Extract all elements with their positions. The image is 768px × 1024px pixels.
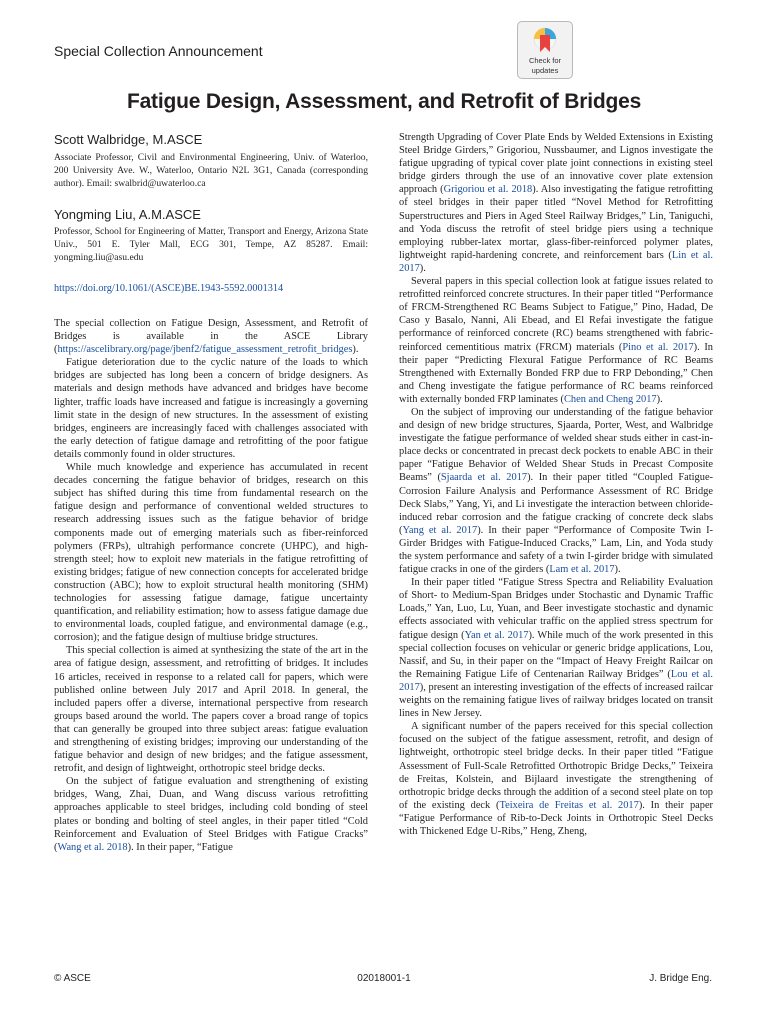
crossmark-badge[interactable] (517, 21, 573, 79)
citation-link[interactable]: Yan et al. 2017 (464, 629, 529, 641)
paragraph (54, 317, 368, 356)
text-run: The special collection on Fatigue Design, Assessment, and Retrofit of Bridges is available in the ASCE Library ( (54, 318, 368, 356)
doi-link[interactable]: https://doi.org/10.1061/(ASCE)BE.1943-5592.0001314 (54, 283, 284, 294)
author-affiliation-1: Associate Professor, Civil and Environmental Engineering, Univ. of Waterloo, 200 University Ave. W., Waterloo, Ontario N2L 3G1, Canada (corresponding author). Email: swalbrid@uwaterloo.ca (54, 152, 368, 189)
citation-link[interactable]: Grigoriou et al. 2018 (443, 184, 533, 196)
section-header: Special Collection Announcement (54, 43, 263, 59)
paragraph (399, 576, 713, 720)
citation-link[interactable]: Chen and Cheng 2017 (563, 393, 657, 405)
author-name-1: Scott Walbridge, M.ASCE (54, 132, 203, 147)
crossmark-label-2: updates (531, 66, 559, 75)
paragraph (399, 131, 713, 275)
text-run: ). (656, 393, 663, 405)
text-run: In their paper titled “Fatigue Stress Spectra and Reliability Evaluation of Short- to Medium-Span Bridges under Stochastic and Dynamic Traffic Loads,” Yan, Luo, Lu, Yuan, and Beer investigate stochastic and dynamic effects associated with vehicular traffic on the applied stress spectrum for fatigue design ( (399, 577, 713, 641)
citation-link[interactable]: Lam et al. 2017 (549, 564, 615, 576)
paragraph (54, 775, 368, 854)
author-name-2: Yongming Liu, A.M.ASCE (54, 207, 201, 222)
text-run: On the subject of fatigue evaluation and strengthening of existing bridges, Wang, Zhai, Duan, and Wang discuss various retrofitting approaches applicable to steel bridges, including cold bonding of steel plates or bonding and bolting of steel angles, in their paper titled “Cold Reinforcement and Evaluation of Steel Bridges with Fatigue Cracks” ( (54, 776, 368, 853)
citation-link[interactable]: Teixeira de Freitas et al. 2017 (499, 799, 639, 811)
paragraph (399, 406, 713, 576)
footer-journal: J. Bridge Eng. (649, 973, 712, 984)
text-run: Several papers in this special collection look at fatigue issues related to retrofitted reinforced concrete structures. In their paper titled “Performance of FRCM-Strengthened RC Beams Subject to Fatigue,” Pino, Hadad, De Caso y Basalo, Nanni, Ali Ebead, and El Refai investigate the fatigue performance of reinforced concrete (RC) beams strengthened with fabric-reinforced cementitious matrix (FRCM) materials ( (399, 276, 713, 353)
citation-link[interactable]: Pino et al. 2017 (622, 341, 694, 353)
text-run: ). In their paper “Fatigue Performance of Rib-to-Deck Joints in Orthotropic Steel Decks with Thickened Edge U-Ribs,” Heng, Zheng, (399, 799, 714, 837)
article-title: Fatigue Design, Assessment, and Retrofit of Bridges (126, 90, 642, 113)
footer-page-number: 02018001-1 (357, 973, 411, 984)
body-column-right (399, 131, 713, 838)
text-run: ). In their paper “Predicting Flexural Fatigue Performance of RC Beams Strengthened with Externally Bonded FRP due to FRP Debonding,” Chen and Cheng investigate the fatigue performance of RC beams reinforced with externally bonded FRP laminates ( (399, 341, 713, 405)
paragraph (399, 275, 713, 406)
citation-link[interactable]: Lou et al. 2017 (399, 668, 713, 693)
text-run: ). While much of the work presented in this special collection focuses on vehicular or generic bridge applications, Lou, Nassif, and Su, in their paper on the “Impact of Heavy Freight Railcar on the Remaining Fatigue Life of Centenarian Railway Bridges” ( (399, 629, 713, 680)
citation-link[interactable]: Lin et al. 2017 (399, 249, 713, 274)
text-run: On the subject of improving our understanding of the fatigue behavior and design of new bridge structures, Sjaarda, Porter, West, and Walbridge investigate the fatigue performance of welded shear studs either in cast-in-place decks or concentrated in precast deck pockets to enable ABC in their paper “Fatigue Behavior of Welded Shear Studs in Precast Composite Beams” ( (399, 406, 713, 484)
paragraph: Fatigue deterioration due to the cyclic nature of the loads to which bridges are subjected has long been a concern of bridge designers. As materials and design methods have advanced and bridges have become lighter, traffic loads have increased and fatigue is increasingly a governing limit state in the design of new structures. In the assessment of existing bridges, engineers are increasingly faced with challenges associated with the early detection of fatigue damage and retrofitting of the poor fatigue details commonly found in older structures. (54, 357, 368, 460)
citation-link[interactable]: Sjaarda et al. 2017 (440, 472, 528, 484)
citation-link[interactable]: Yang et al. 2017 (402, 524, 478, 536)
text-run: A significant number of the papers received for this special collection focused on the subject of the fatigue assessment, retrofit, and design of lightweight, orthotropic steel bridge decks. In their paper titled “Fatigue Assessment of Full-Scale Retrofitted Orthotropic Bridge Decks,” Teixeira de Freitas, Kolstein, and Bijlaard investigate the strengthening of orthotropic bridge decks through the addition of a second steel plate on top of the existing deck ( (399, 721, 713, 811)
text-run: Strength Upgrading of Cover Plate Ends by Welded Extensions in Existing Steel Bridge Girders,” Grigoriou, Nussbaumer, and Lignos investigate the fatigue upgrading of typical cover plate joint connections in existing steel bridge girders through the use of an innovative cover plate extension approach ( (399, 132, 713, 196)
text-run: ). In their paper titled “Coupled Fatigue-Corrosion Failure Analysis and Performance Assessment of RC Bridge Deck Slabs,” Yang, Yi, and Li investigate the interaction between chloride-induced rebar corrosion and the fatigue cracking of concrete deck slabs ( (399, 472, 714, 536)
text-run: ). Also investigating the fatigue retrofitting of steel bridges in their paper titled “Novel Method for Retrofitting Superstructures and Piers in Aged Steel Railway Bridges,” Lin, Taniguchi, and Yoda discuss the retrofit of steel bridge piers using a technique employing rubber-latex mortar, glass-fiber-reinforced polymer plates, lightweight rapid-hardening concrete, and reinforcement bars ( (399, 184, 713, 261)
footer-copyright: © ASCE (54, 973, 91, 984)
paragraph: This special collection is aimed at synthesizing the state of the art in the area of fatigue design, assessment, and retrofitting of bridges. It includes 16 articles, received in response to a related call for papers, which were published online between July 2017 and April 2018. In general, the included papers offer a diverse, international perspective from research groups based around the world. The papers cover a broad range of topics that can generally be grouped into three subject areas: fatigue evaluation and strengthening of existing bridges; improving our understanding of the fatigue behavior and design of new bridges; and the fatigue assessment, retrofit, and design of lightweight, orthotropic steel bridge decks. (54, 645, 368, 775)
crossmark-label-1: Check for (528, 56, 562, 65)
text-run: ). (614, 564, 621, 576)
body-column-left (54, 317, 368, 854)
collection-link[interactable]: https://ascelibrary.org/page/jbenf2/fatigue_assessment_retrofit_bridges (57, 344, 353, 356)
text-run: ). In their paper, “Fatigue (127, 841, 233, 853)
text-run: ), present an interesting investigation of the effects of increased railcar weights on the remaining fatigue lives of railway bridges located on transit lines in New Jersey. (399, 681, 713, 720)
text-run: ). (352, 344, 359, 356)
paragraph (399, 720, 713, 838)
text-run: ). (419, 262, 426, 274)
citation-link[interactable]: Wang et al. 2018 (57, 841, 128, 853)
author-affiliation-2: Professor, School for Engineering of Matter, Transport and Energy, Arizona State Univ., 501 E. Tyler Mall, ECG 301, Tempe, AZ 85287. Email: yongming.liu@asu.edu (54, 226, 368, 263)
text-run: ). In their paper “Performance of Composite Twin I-Girder Bridges with Fatigue-Induced Cracks,” Lam, Lin, and Yoda study the system performance and safety of a twin I-girder bridge with simulated fatigue cracks in one of the girders ( (399, 524, 713, 576)
crossmark-icon (533, 27, 557, 55)
paragraph: While much knowledge and experience has accumulated in recent decades concerning the fatigue behavior of bridges, research on this subject has shifted during this time from fundamental research on the fatigue design and performance of conventional welded structures to research addressing issues such as the fatigue behavior of bridge components made out of emerging materials such as fiber-reinforced polymers (FRPs), ultrahigh performance concrete (UHPC), and high-strength steel; how to exploit new materials in the fatigue retrofitting of existing bridges; fatigue of new connection concepts for accelerated bridge construction (ABC); how to exploit structural health monitoring (SHM) technologies for assessing fatigue damage, fatigue uncertainty quantification, and reliability estimation; how to assess fatigue damage due to environmental loads, coupled fatigue, and environmental damage (e.g., corrosion); and the fatigue design of multiuse bridge structures. (54, 462, 368, 644)
